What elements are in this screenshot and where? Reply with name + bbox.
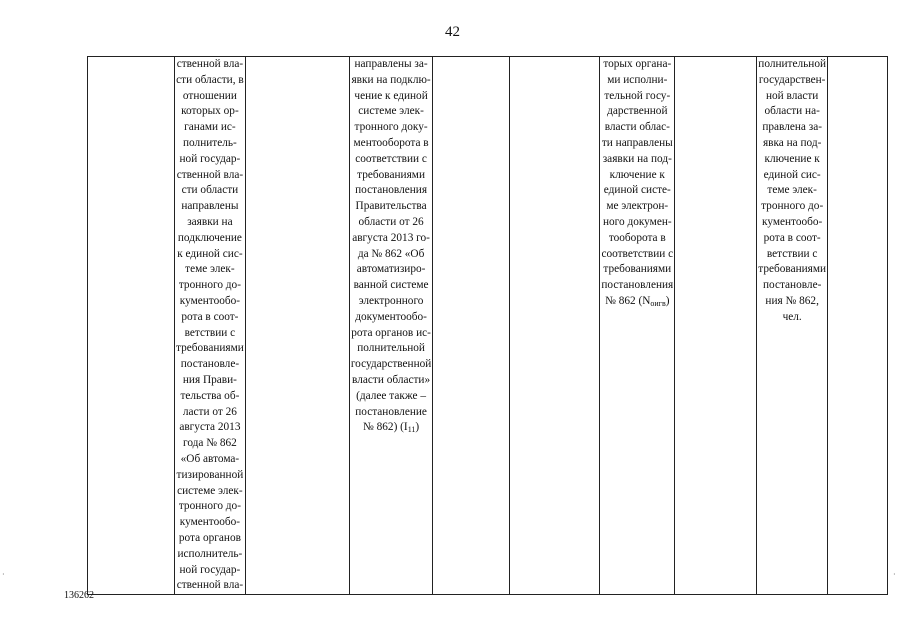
- page-number: 42: [445, 24, 460, 40]
- table-cell-col8: [675, 57, 757, 595]
- col7-text: торых органа- ми исполни- тельной госу- дарственной власти облас- ти направлены заявки на под- ключение к единой систе- ме электрон- ного докумен- тооборота в соответствии с требованиями постановления № 862 $(N_{оигв})$: [601, 58, 674, 308]
- col2-text: ственной вла- сти области, в отношении которых ор- ганами ис- полнитель- ной государ- ственной вла- сти области направлены заявки на подключение к единой сис- теме элек- тронного до- кументообо- рота в соот- ветствии с требованиями постановле- ния Прави- тельства об- ласти от 26 августа 2013 года № 862 «Об автома- тизированной системе элек- тронного до- кументообо- рота органов исполнитель- ной государ- ственной вла-: [176, 58, 244, 592]
- table-cell-col4: [349, 57, 433, 595]
- table-cell-col7: [600, 57, 675, 595]
- col7-subscript: оигв: [650, 298, 666, 308]
- table-row: [87, 57, 888, 595]
- table-cell-col9: [757, 57, 828, 595]
- indicator-table: [87, 56, 888, 595]
- table-cell-col1: [88, 57, 175, 595]
- col4-text: направлены за- явки на подклю- чение к единой системе элек- тронного доку- ментооборота в соответствии с требованиями постановления Правительства области от 26 августа 2013 го- да № 862 «Об автоматизиро- ванной системе электронного документообо- рота органов ис- полнительной государственной власти области» (далее также – постановление № 862) $(I_{11})$: [350, 58, 432, 435]
- table-cell-col6: [510, 57, 600, 595]
- right-edge-mark: ·: [893, 570, 896, 579]
- table-cell-col3: [245, 57, 349, 595]
- left-edge-mark: ·: [2, 570, 5, 579]
- col9-text: полнительной государствен- ной власти области на- правлена за- явка на под- ключение к единой сис- теме элек- тронного до- кументообо- рота в соот- ветствии с требованиями постановле- ния № 862, чел.: [758, 58, 827, 323]
- document-id: 136262: [64, 590, 94, 601]
- table-cell-col5: [433, 57, 510, 595]
- table-cell-col2: [175, 57, 246, 595]
- col4-subscript: 11: [407, 425, 416, 435]
- table-cell-col10: [828, 57, 888, 595]
